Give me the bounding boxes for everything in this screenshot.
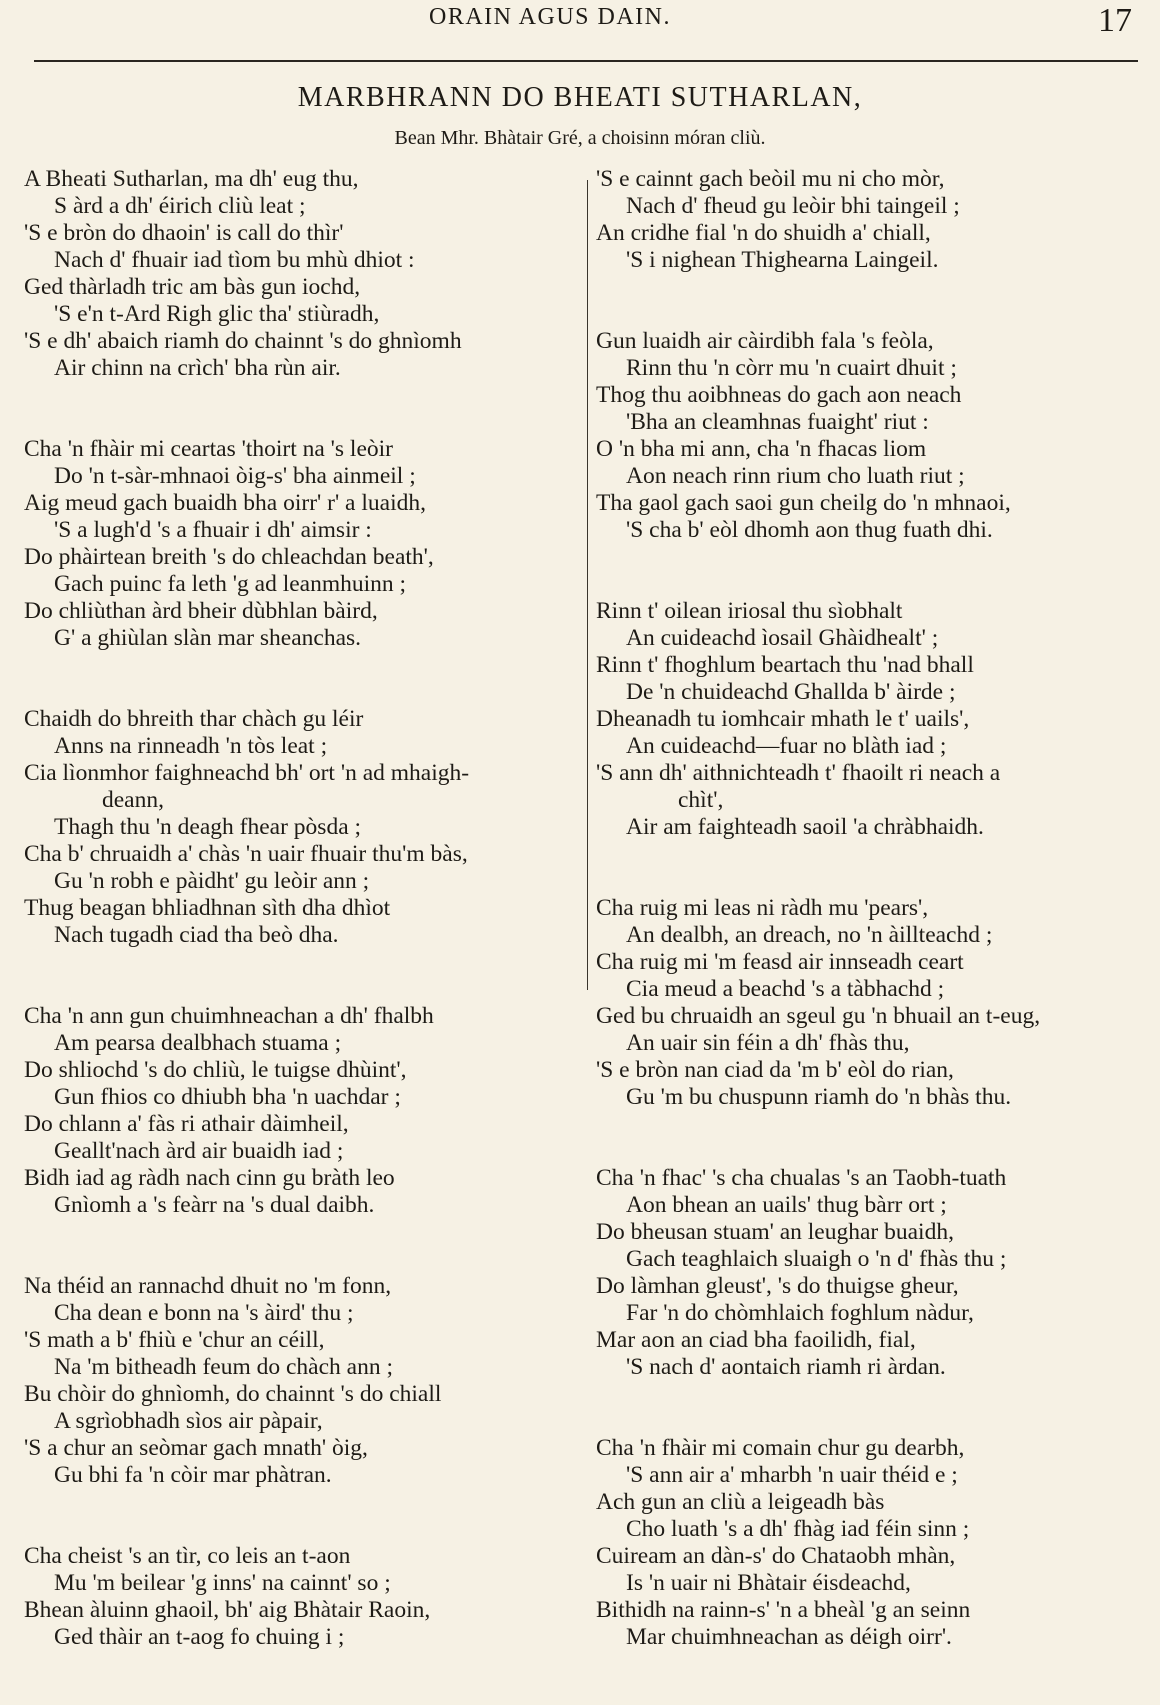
verse-line: Nach tugadh ciad tha beò dha. bbox=[54, 922, 339, 948]
verse-line: A Bheati Sutharlan, ma dh' eug thu, bbox=[24, 166, 359, 192]
left-column bbox=[24, 166, 579, 1705]
verse-line: Ged thàrladh tric am bàs gun iochd, bbox=[24, 274, 361, 300]
right-column bbox=[596, 166, 1141, 1705]
verse-line: Tha gaol gach saoi gun cheilg do 'n mhnaoi, bbox=[596, 490, 1011, 516]
stanza bbox=[596, 1165, 1141, 1381]
verse-line: Mar aon an ciad bha faoilidh, fial, bbox=[596, 1327, 916, 1353]
verse-line: Air chinn na crìch' bha rùn air. bbox=[54, 355, 341, 381]
verse-line: Do bheusan stuam' an leughar buaidh, bbox=[596, 1219, 954, 1245]
verse-line: Cia meud a beachd 's a tàbhachd ; bbox=[626, 976, 945, 1002]
verse-line: An cuideachd—fuar no blàth iad ; bbox=[626, 733, 947, 759]
verse-line: Gu bhi fa 'n còir mar phàtran. bbox=[54, 1462, 332, 1488]
verse-line: O 'n bha mi ann, cha 'n fhacas liom bbox=[596, 436, 927, 462]
verse-line: Aon neach rinn rium cho luath riut ; bbox=[626, 463, 965, 489]
verse-line: A sgrìobhadh sìos air pàpair, bbox=[54, 1408, 323, 1434]
verse-line: 'S e bròn nan ciad da 'm b' eòl do rian, bbox=[596, 1057, 954, 1083]
verse-line: 'S math a b' fhiù e 'chur an céill, bbox=[24, 1327, 325, 1353]
verse-line: Aig meud gach buaidh bha oirr' r' a luaidh, bbox=[24, 490, 426, 516]
verse-line: 'S a chur an seòmar gach mnath' òig, bbox=[24, 1435, 368, 1461]
verse-line: Cha ruig mi 'm feasd air innseadh ceart bbox=[596, 949, 964, 975]
header-rule bbox=[34, 60, 1138, 62]
verse-line: Aon bhean an uails' thug bàrr ort ; bbox=[626, 1192, 947, 1218]
verse-line: Do 'n t-sàr-mhnaoi òig-s' bha ainmeil ; bbox=[54, 463, 416, 489]
verse-line: chìt', bbox=[678, 787, 724, 813]
verse-line: Do shliochd 's do chliù, le tuigse dhùint', bbox=[24, 1057, 407, 1083]
verse-line: Rinn t' fhoghlum beartach thu 'nad bhall bbox=[596, 652, 974, 678]
verse-line: Far 'n do chòmhlaich foghlum nàdur, bbox=[626, 1300, 974, 1326]
verse-line: Cha dean e bonn na 's àird' thu ; bbox=[54, 1300, 354, 1326]
verse-line: Gun fhios co dhiubh bha 'n uachdar ; bbox=[54, 1084, 401, 1110]
verse-line: Ach gun an cliù a leigeadh bàs bbox=[596, 1489, 885, 1515]
verse-line: Thagh thu 'n deagh fhear pòsda ; bbox=[54, 814, 362, 840]
verse-line: Bu chòir do ghnìomh, do chainnt 's do chiall bbox=[24, 1381, 442, 1407]
poem-title: MARBHRANN DO BHEATI SUTHARLAN, bbox=[297, 82, 863, 113]
stanza bbox=[24, 1543, 579, 1651]
verse-line: Cho luath 's a dh' fhàg iad féin sinn ; bbox=[626, 1516, 970, 1542]
verse-line: Mu 'm beilear 'g inns' na cainnt' so ; bbox=[54, 1570, 391, 1596]
verse-line: 'S ann air a' mharbh 'n uair théid e ; bbox=[626, 1462, 958, 1488]
verse-line: 'S e bròn do dhaoin' is call do thìr' bbox=[24, 220, 344, 246]
verse-line: Do phàirtean breith 's do chleachdan beath', bbox=[24, 544, 434, 570]
verse-line: 'S a lugh'd 's a fhuair i dh' aimsir : bbox=[54, 517, 372, 543]
verse-line: 'S cha b' eòl dhomh aon thug fuath dhi. bbox=[626, 517, 993, 543]
verse-line: Rinn thu 'n còrr mu 'n cuairt dhuit ; bbox=[626, 355, 957, 381]
verse-line: Gun luaidh air càirdibh fala 's feòla, bbox=[596, 328, 934, 354]
verse-line: Ged bu chruaidh an sgeul gu 'n bhuail an t-eug, bbox=[596, 1003, 1041, 1029]
stanza bbox=[24, 436, 579, 652]
running-head bbox=[0, 4, 1160, 44]
verse-line: De 'n chuideachd Ghallda b' àirde ; bbox=[626, 679, 956, 705]
verse-line: Bidh iad ag ràdh nach cinn gu bràth leo bbox=[24, 1165, 395, 1191]
poem-subtitle: Bean Mhr. Bhàtair Gré, a choisinn móran cliù. bbox=[394, 127, 766, 149]
verse-line: Gnìomh a 's feàrr na 's dual daibh. bbox=[54, 1192, 375, 1218]
verse-line: Geallt'nach àrd air buaidh iad ; bbox=[54, 1138, 344, 1164]
verse-line: Chaidh do bhreith thar chàch gu léir bbox=[24, 706, 364, 732]
verse-line: Bithidh na rainn-s' 'n a bheàl 'g an seinn bbox=[596, 1597, 971, 1623]
verse-line: Gu 'n robh e pàidht' gu leòir ann ; bbox=[54, 868, 370, 894]
verse-line: An uair sin féin a dh' fhàs thu, bbox=[626, 1030, 910, 1056]
verse-line: An dealbh, an dreach, no 'n àillteachd ; bbox=[626, 922, 993, 948]
stanza bbox=[596, 598, 1141, 841]
verse-line: Anns na rinneadh 'n tòs leat ; bbox=[54, 733, 328, 759]
verse-line: Cha 'n fhac' 's cha chualas 's an Taobh-tuath bbox=[596, 1165, 1007, 1191]
stanza bbox=[596, 328, 1141, 544]
verse-line: Na théid an rannachd dhuit no 'm fonn, bbox=[24, 1273, 392, 1299]
verse-line: Nach d' fhuair iad tìom bu mhù dhiot : bbox=[54, 247, 415, 273]
verse-line: 'S e dh' abaich riamh do chainnt 's do ghnìomh bbox=[24, 328, 462, 354]
verse-line: Thug beagan bhliadhnan sìth dha dhìot bbox=[24, 895, 391, 921]
verse-line: Ged thàir an t-aog fo chuing i ; bbox=[54, 1624, 345, 1650]
verse-line: Cha b' chruaidh a' chàs 'n uair fhuair thu'm bàs, bbox=[24, 841, 468, 867]
verse-line: Nach d' fheud gu leòir bhi taingeil ; bbox=[626, 193, 960, 219]
verse-line: S àrd a dh' éirich cliù leat ; bbox=[54, 193, 306, 219]
verse-line: Bhean àluinn ghaoil, bh' aig Bhàtair Raoin, bbox=[24, 1597, 431, 1623]
verse-line: Thog thu aoibhneas do gach aon neach bbox=[596, 382, 962, 408]
verse-line: Gach teaghlaich sluaigh o 'n d' fhàs thu ; bbox=[626, 1246, 1007, 1272]
verse-line: Am pearsa dealbhach stuama ; bbox=[54, 1030, 342, 1056]
verse-line: Cha 'n fhàir mi ceartas 'thoirt na 's leòir bbox=[24, 436, 394, 462]
verse-line: Air am faighteadh saoil 'a chràbhaidh. bbox=[626, 814, 984, 840]
verse-line: Do chliùthan àrd bheir dùbhlan bàird, bbox=[24, 598, 378, 624]
verse-line: Gu 'm bu chuspunn riamh do 'n bhàs thu. bbox=[626, 1084, 1012, 1110]
page-number: 17 bbox=[1098, 2, 1132, 39]
verse-line: Mar chuimhneachan as déigh oirr'. bbox=[626, 1624, 952, 1650]
running-title: ORAIN AGUS DAIN. bbox=[428, 4, 671, 30]
verse-line: An cuideachd ìosail Ghàidhealt' ; bbox=[626, 625, 939, 651]
verse-line: Na 'm bitheadh feum do chàch ann ; bbox=[54, 1354, 393, 1380]
verse-line: Do chlann a' fàs ri athair dàimheil, bbox=[24, 1111, 349, 1137]
stanza bbox=[24, 706, 579, 949]
verse-line: Cha 'n ann gun chuimhneachan a dh' fhalbh bbox=[24, 1003, 434, 1029]
verse-line: Cha cheist 's an tìr, co leis an t-aon bbox=[24, 1543, 351, 1569]
column-divider bbox=[587, 180, 588, 990]
verse-line: 'S ann dh' aithnichteadh t' fhaoilt ri neach a bbox=[596, 760, 1001, 786]
verse-line: 'S i nighean Thighearna Laingeil. bbox=[626, 247, 939, 273]
stanza bbox=[596, 166, 1141, 274]
stanza bbox=[596, 895, 1141, 1111]
verse-line: Rinn t' oilean iriosal thu sìobhalt bbox=[596, 598, 903, 624]
stanza bbox=[24, 1273, 579, 1489]
verse-line: 'Bha an cleamhnas fuaight' riut : bbox=[626, 409, 929, 435]
verse-line: G' a ghiùlan slàn mar sheanchas. bbox=[54, 625, 362, 651]
verse-line: Gach puinc fa leth 'g ad leanmhuinn ; bbox=[54, 571, 407, 597]
verse-line: Cia lìonmhor faighneachd bh' ort 'n ad mhaigh- bbox=[24, 760, 470, 786]
verse-line: Do làmhan gleust', 's do thuigse gheur, bbox=[596, 1273, 959, 1299]
verse-line: 'S e cainnt gach beòil mu ni cho mòr, bbox=[596, 166, 945, 192]
verse-line: Cuiream an dàn-s' do Chataobh mhàn, bbox=[596, 1543, 956, 1569]
verse-line: 'S nach d' aontaich riamh ri àrdan. bbox=[626, 1354, 946, 1380]
verse-line: Cha ruig mi leas ni ràdh mu 'pears', bbox=[596, 895, 929, 921]
verse-line: Cha 'n fhàir mi comain chur gu dearbh, bbox=[596, 1435, 965, 1461]
verse-line: 'S e'n t-Ard Righ glic tha' stiùradh, bbox=[54, 301, 380, 327]
verse-line: An cridhe fial 'n do shuidh a' chiall, bbox=[596, 220, 931, 246]
stanza bbox=[24, 1003, 579, 1219]
stanza bbox=[596, 1435, 1141, 1651]
verse-line: Dheanadh tu iomhcair mhath le t' uails', bbox=[596, 706, 970, 732]
stanza bbox=[24, 166, 579, 382]
verse-line: Is 'n uair ni Bhàtair éisdeachd, bbox=[626, 1570, 911, 1596]
verse-line: deann, bbox=[102, 787, 164, 813]
